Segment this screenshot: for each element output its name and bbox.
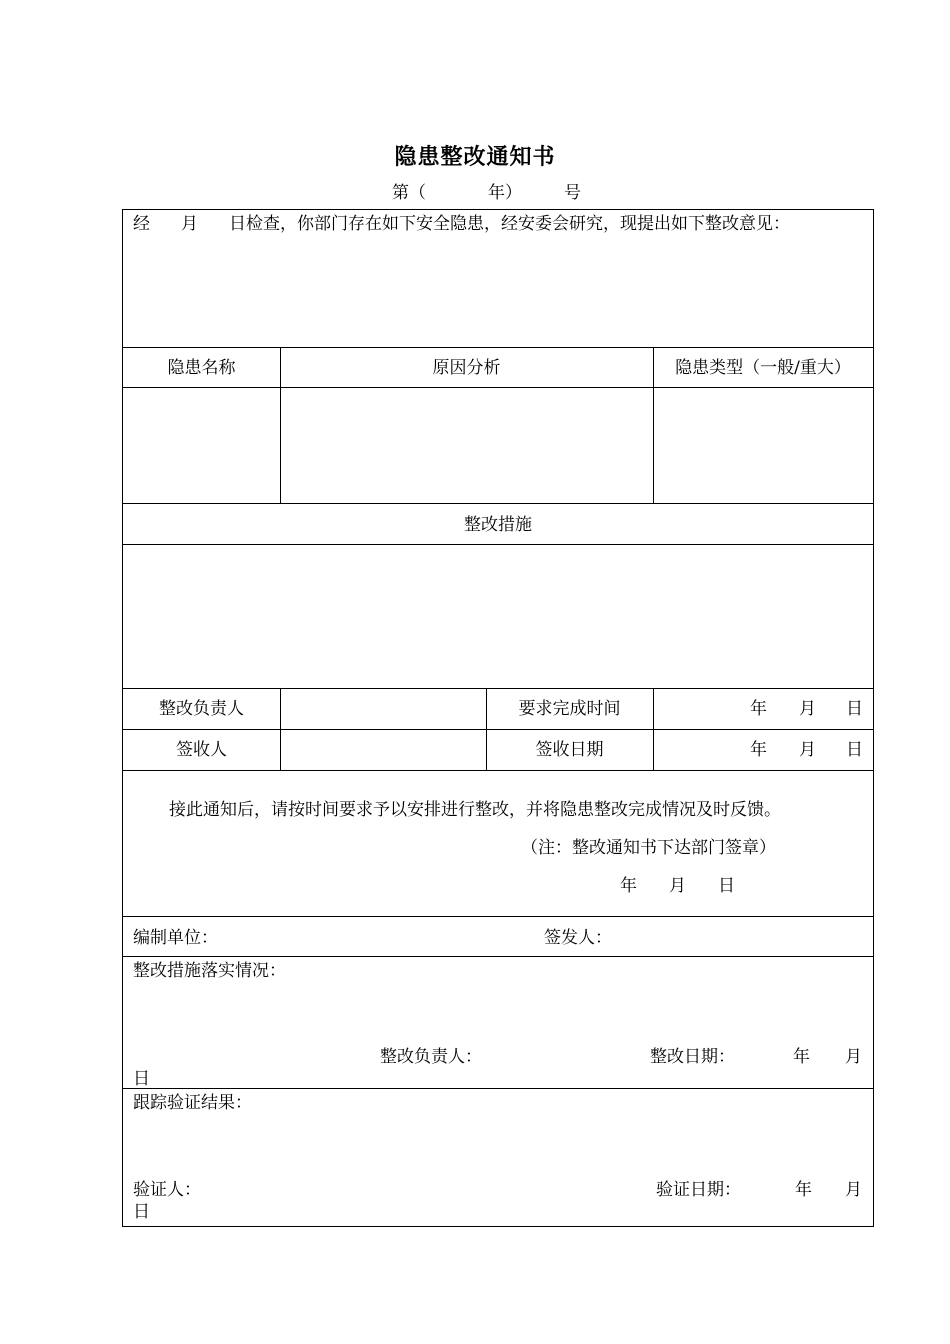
notice-form <box>122 209 874 1227</box>
verification-label: 跟踪验证结果： <box>133 1093 252 1113</box>
verification-day: 日 <box>133 1202 150 1222</box>
verification-date-label: 验证日期： <box>656 1180 741 1200</box>
row-divider <box>123 916 873 917</box>
signer-label: 签发人： <box>544 928 612 948</box>
row-divider <box>123 729 873 730</box>
receiver-label: 签收人 <box>176 740 227 760</box>
row-divider <box>123 688 873 689</box>
cause-analysis-header: 原因分析 <box>432 358 501 378</box>
serial-prefix: 第（ <box>392 183 426 203</box>
implementation-date-label: 整改日期： <box>650 1047 735 1067</box>
receipt-year: 年 <box>750 740 767 760</box>
row-divider <box>123 956 873 957</box>
receipt-date-label: 签收日期 <box>535 740 604 760</box>
receipt-day: 日 <box>846 740 863 760</box>
notice-month: 月 <box>669 876 686 896</box>
implementation-label: 整改措施落实情况： <box>133 961 286 981</box>
row-divider <box>123 503 873 504</box>
implementation-year: 年 <box>793 1047 810 1067</box>
inspection-month: 月 <box>181 214 198 234</box>
receipt-month: 月 <box>799 740 816 760</box>
verification-month: 月 <box>845 1180 862 1200</box>
implementation-owner-label: 整改负责人： <box>380 1047 482 1067</box>
row-divider <box>123 347 873 348</box>
column-divider <box>280 688 281 770</box>
row-divider <box>123 770 873 771</box>
verifier-label: 验证人： <box>133 1180 201 1200</box>
notice-year: 年 <box>620 876 637 896</box>
row-divider <box>123 1088 873 1089</box>
verification-year: 年 <box>795 1180 812 1200</box>
measures-header: 整改措施 <box>464 515 532 535</box>
deadline-day: 日 <box>846 699 863 719</box>
serial-year: 年） <box>488 183 522 203</box>
notice-text: 接此通知后，请按时间要求予以安排进行整改，并将隐患整改完成情况及时反馈。 <box>169 800 781 820</box>
inspection-lead: 经 <box>133 214 150 234</box>
column-divider <box>653 688 654 770</box>
inspection-text: 日检查，你部门存在如下安全隐患，经安委会研究，现提出如下整改意见： <box>229 214 790 234</box>
deadline-month: 月 <box>799 699 816 719</box>
document-title: 隐患整改通知书 <box>394 144 556 170</box>
unit-label: 编制单位： <box>133 928 218 948</box>
notice-note: （注：整改通知书下达部门签章） <box>521 838 776 858</box>
hazard-type-header: 隐患类型（一般/重大） <box>675 358 851 378</box>
deadline-label: 要求完成时间 <box>518 699 621 719</box>
serial-number: 号 <box>564 183 581 203</box>
implementation-month: 月 <box>845 1047 862 1067</box>
deadline-year: 年 <box>750 699 767 719</box>
responsible-label: 整改负责人 <box>159 699 244 719</box>
row-divider <box>123 387 873 388</box>
row-divider <box>123 544 873 545</box>
hazard-name-header: 隐患名称 <box>167 358 236 378</box>
notice-day: 日 <box>718 876 735 896</box>
implementation-day: 日 <box>133 1069 150 1089</box>
